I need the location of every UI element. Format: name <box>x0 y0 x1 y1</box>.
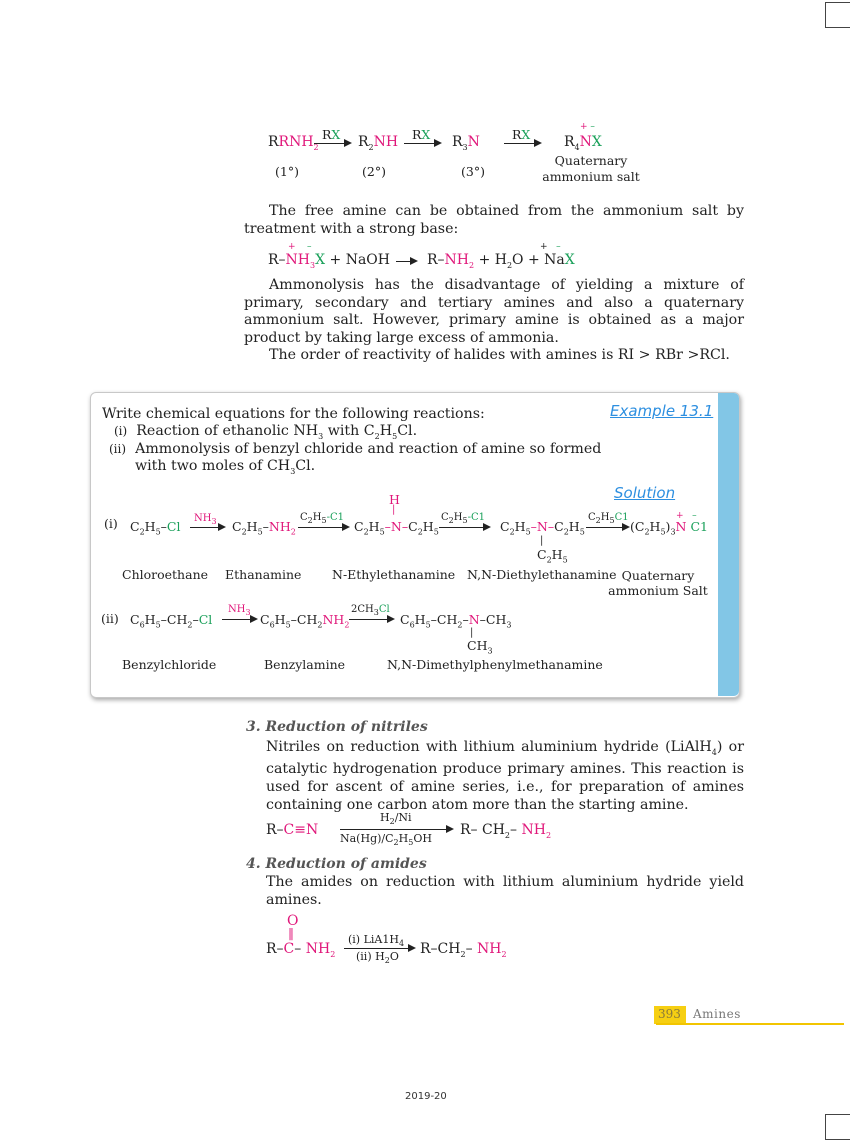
solution-tag: Solution <box>614 484 676 502</box>
heading-reduction-nitriles: 3. Reduction of nitriles <box>246 719 428 735</box>
arrow-r1-1 <box>190 527 224 528</box>
corner-mark-top <box>825 2 850 28</box>
paragraph-amides: The amides on reduction with lithium aluminium hydride yield amines. <box>266 874 744 908</box>
nitrile-reagent-bottom: $Na(Hg)/C_2H_5OH$ <box>340 832 432 848</box>
label-quaternary: Quaternary ammonium salt <box>542 153 640 184</box>
label-diethylethanamine: N,N-Diethylethanamine <box>467 567 617 582</box>
reagent-label-3: RX <box>512 127 531 142</box>
reagent-ammonia-2: $NH_3$ <box>228 604 251 617</box>
nitrile-arrow <box>340 829 452 830</box>
secondary-amine: $R_2NH$ <box>358 134 399 152</box>
paragraph-reactivity-order: The order of reactivity of halides with amines is RI > RBr >RCl. <box>269 347 730 363</box>
benzyl-chloride-formula: $C_6H_5-CH_2-Cl$ <box>130 612 213 630</box>
label-dimethylphenylmethanamine: N,N-Dimethylphenylmethanamine <box>387 657 603 672</box>
diethyl-branch-bond: | <box>540 535 544 546</box>
year-stamp: 2019-20 <box>405 1091 447 1102</box>
arrow-3 <box>504 143 540 144</box>
quaternary-charges: + – <box>676 511 697 521</box>
arrow-r2-2 <box>349 619 393 620</box>
example-tag: Example 13.1 <box>610 402 714 420</box>
dimethyl-amine-formula: $C_6H_5-CH_2-N-CH_3$ <box>400 612 512 630</box>
amide-reagent-bottom: (ii) $H_2O$ <box>356 950 399 966</box>
label-secondary: (2°) <box>362 164 386 179</box>
example-item-2: (ii) Ammonolysis of benzyl chloride and reaction of amine so formed <box>109 441 602 457</box>
amide-reagent-top: (i) $LiA1H_4$ <box>348 933 405 949</box>
arrow-r1-4 <box>586 527 628 528</box>
dimethyl-branch-methyl: $CH_3$ <box>467 638 493 656</box>
amide-oxygen: O <box>287 913 299 929</box>
charge-marks-rhs: + – <box>540 242 561 252</box>
benzylamine-formula: $C_6H_5-CH_2NH_2$ <box>260 612 350 630</box>
reagent-ethyl-chloride-2: $C_2H_5-C1$ <box>441 512 485 525</box>
page-number: 393 <box>658 1007 681 1021</box>
amide-reactant: R–C– $NH_2$ <box>266 941 336 959</box>
tertiary-amine: $R_3N$ <box>452 134 480 152</box>
example-item-2-cont: with two moles of $CH_3Cl$. <box>135 458 316 476</box>
label-ethylethanamine: N-Ethylethanamine <box>332 567 456 582</box>
diethylethanamine-formula: $C_2H_5-N-C_2H_5$ <box>500 519 585 537</box>
corner-mark-bottom <box>825 1114 850 1140</box>
label-ethanamine: Ethanamine <box>225 567 302 582</box>
ethanamine-formula: $C_2H_5-NH_2$ <box>232 519 296 537</box>
row2-number: (ii) <box>101 611 119 626</box>
label-quaternary-salt: Quaternary ammonium Salt <box>608 568 708 598</box>
reagent-methyl-chloride: $2CH_3Cl$ <box>351 604 390 617</box>
nitrile-product: R– $CH_2-$ $NH_2$ <box>460 822 552 840</box>
arrow-r1-3 <box>439 527 489 528</box>
reagent-ethyl-chloride-1: $C_2H_5-C1$ <box>300 512 344 525</box>
arrow-r2-1 <box>222 619 256 620</box>
n-hydrogen-bond: | <box>392 504 396 515</box>
label-tertiary: (3°) <box>461 164 485 179</box>
quaternary-ammonium-formula: $(C_2H_5)_3N$ C1 <box>630 519 708 537</box>
charge-marks: + – <box>580 122 595 132</box>
primary-amine: $RRNH_2$ <box>268 134 319 152</box>
ammonium-salt-lhs: $R-NH_3X$ + NaOH <box>268 252 390 270</box>
row1-number: (i) <box>104 516 118 531</box>
example-question: Write chemical equations for the following reactions: <box>102 406 485 422</box>
paragraph-nitriles: Nitriles on reduction with lithium aluminium hydride (LiAlH$_4$) or catalytic hydrogenation produce primary amines. This reaction is used for ascent of amine series, i.e., for preparation of amines containing one carbon atom more than the starting amine. <box>266 739 744 813</box>
nitrile-reagent-top: $H_2/Ni$ <box>380 811 412 827</box>
reagent-ethyl-chloride-3: $C_2H_5C1$ <box>588 512 629 525</box>
amide-product: $R-CH_2-$ $NH_2$ <box>420 941 507 959</box>
reagent-label-2: RX <box>412 127 431 142</box>
heading-reduction-amides: 4. Reduction of amides <box>246 856 427 872</box>
example-item-1: (i) Reaction of ethanolic $NH_3$ with $C_2H_5Cl$. <box>114 423 418 441</box>
reagent-label-1: RX <box>322 127 341 142</box>
charge-marks-lhs: + – <box>288 242 312 252</box>
label-primary: (1°) <box>275 164 299 179</box>
nitrile-reactant: R–C≡N <box>266 822 319 838</box>
quaternary-salt: $R_4NX$ <box>564 134 602 152</box>
free-amine-rhs: $R-NH_2 + H_2O$ + NaX <box>427 252 575 270</box>
footer-rule <box>656 1023 844 1025</box>
base-arrow <box>396 261 416 262</box>
paragraph-strong-base: The free amine can be obtained from the ammonium salt by treatment with a strong base: <box>244 203 744 237</box>
chloroethane-formula: $C_2H_5-Cl$ <box>130 519 181 537</box>
arrow-2 <box>404 143 440 144</box>
example-side-band <box>718 393 739 696</box>
paragraph-ammonolysis: Ammonolysis has the disadvantage of yielding a mixture of primary, secondary and tertiary amines and also a quaternary ammonium salt. However, primary amine is obtained as a major product by taking large excess of ammonia. <box>244 277 744 346</box>
arrow-1 <box>314 143 350 144</box>
label-benzylamine: Benzylamine <box>264 657 346 672</box>
amide-arrow <box>344 948 414 949</box>
arrow-r1-2 <box>298 527 348 528</box>
n-hydrogen: H <box>389 492 400 507</box>
amide-double-bond: ‖ <box>288 926 294 940</box>
reagent-ammonia: $NH_3$ <box>194 513 217 526</box>
chapter-name: Amines <box>693 1007 741 1021</box>
ethylethanamine-formula: $C_2H_5-N-C_2H_5$ <box>354 519 439 537</box>
diethyl-branch-ethyl: $C_2H_5$ <box>537 547 568 565</box>
label-benzylchloride: Benzylchloride <box>122 657 217 672</box>
label-chloroethane: Chloroethane <box>122 567 209 582</box>
dimethyl-branch-bond: | <box>470 627 474 638</box>
